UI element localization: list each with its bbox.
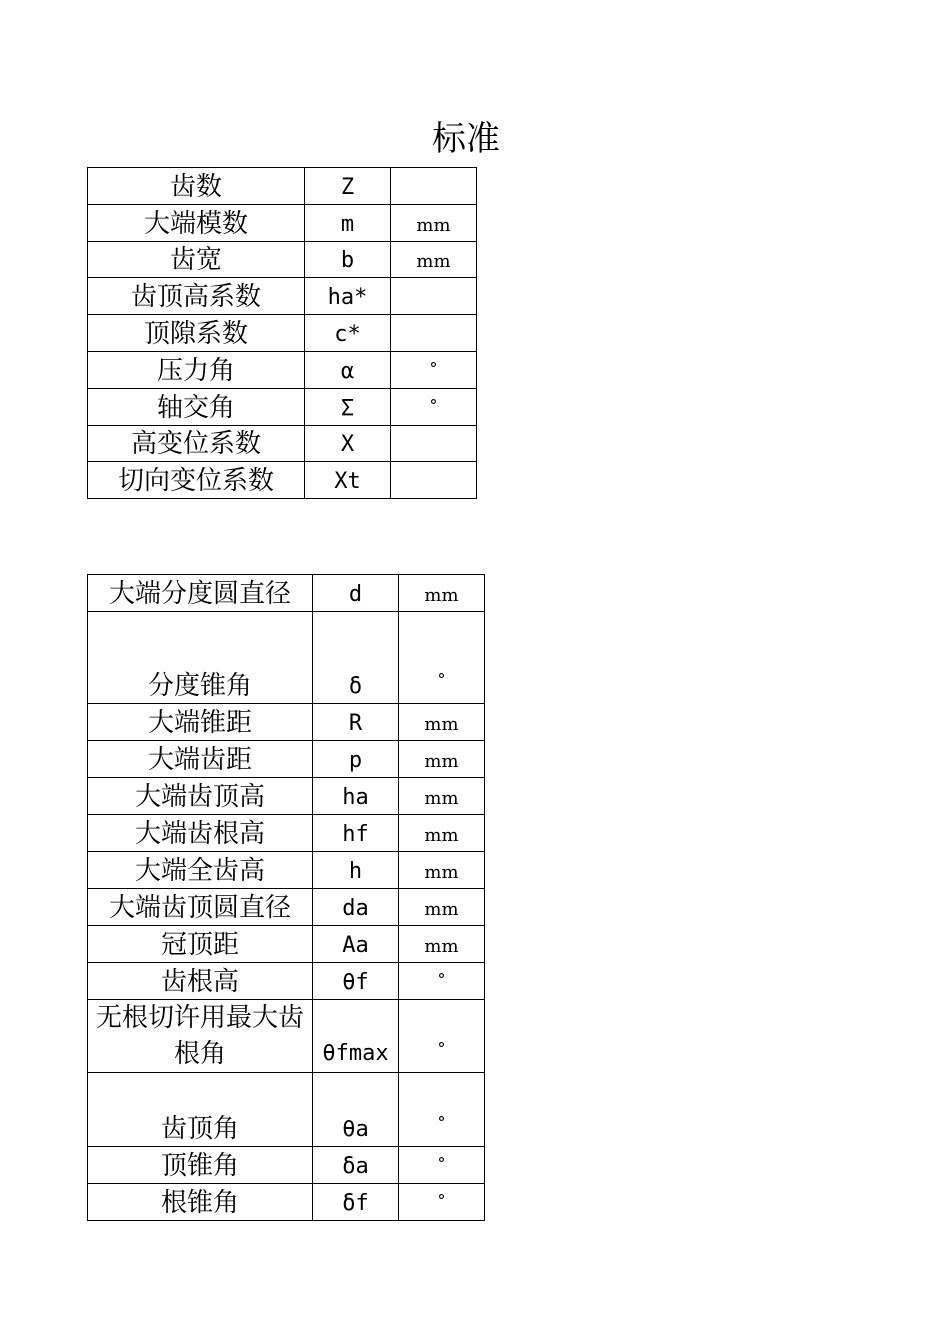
table-row [88,852,485,889]
param-name: 顶锥角 [88,1147,313,1184]
param-name: 大端模数 [88,204,305,241]
param-name: 大端分度圆直径 [88,575,313,612]
table-row [88,1147,485,1184]
param-unit: mm [399,575,485,612]
calculated-parameters-table [87,574,485,1221]
param-unit: ° [399,612,485,704]
param-symbol: δf [313,1184,399,1221]
table-row [88,889,485,926]
param-symbol: p [313,741,399,778]
param-name: 压力角 [88,351,305,388]
param-name: 冠顶距 [88,926,313,963]
param-name: 齿数 [88,168,305,205]
param-symbol: δ [313,612,399,704]
param-unit: ° [399,1073,485,1147]
param-symbol: ha [313,778,399,815]
table-row [88,778,485,815]
param-unit: mm [399,815,485,852]
param-symbol: Aa [313,926,399,963]
param-unit [391,278,477,315]
table-row [88,926,485,963]
param-unit: ° [399,963,485,1000]
param-symbol: c* [305,315,391,352]
param-name: 轴交角 [88,388,305,425]
param-name: 大端全齿高 [88,852,313,889]
param-symbol: θfmax [313,1000,399,1073]
param-symbol: Σ [305,388,391,425]
param-unit: mm [399,852,485,889]
param-symbol: α [305,351,391,388]
table-row [88,1184,485,1221]
param-name: 顶隙系数 [88,315,305,352]
sheet-title [420,112,500,166]
table-row [88,241,477,278]
table-row [88,204,477,241]
param-unit: mm [399,926,485,963]
param-unit: ° [399,1147,485,1184]
param-unit [391,168,477,205]
table-row [88,815,485,852]
param-symbol: δa [313,1147,399,1184]
param-symbol: m [305,204,391,241]
table-row [88,1000,485,1073]
table-row [88,278,477,315]
table-row [88,963,485,1000]
param-symbol: R [313,704,399,741]
param-unit: mm [399,778,485,815]
param-symbol: da [313,889,399,926]
table-row [88,425,477,462]
table-row [88,168,477,205]
param-name: 无根切许用最大齿根角 [88,1000,313,1073]
param-unit [391,425,477,462]
param-symbol: θf [313,963,399,1000]
param-symbol: Z [305,168,391,205]
param-name: 大端齿距 [88,741,313,778]
param-unit: ° [391,351,477,388]
table-row [88,315,477,352]
param-unit: ° [399,1000,485,1073]
param-name: 大端齿顶高 [88,778,313,815]
param-name: 高变位系数 [88,425,305,462]
param-unit: mm [391,204,477,241]
param-symbol: hf [313,815,399,852]
input-parameters-table [87,167,477,499]
sheet-title-text: 标准 [432,119,500,159]
table-row [88,351,477,388]
param-symbol: d [313,575,399,612]
table-row [88,575,485,612]
table-row [88,462,477,499]
param-name: 大端齿顶圆直径 [88,889,313,926]
param-unit: mm [399,889,485,926]
param-unit: mm [391,241,477,278]
param-name: 齿顶高系数 [88,278,305,315]
param-symbol: h [313,852,399,889]
param-name: 大端齿根高 [88,815,313,852]
param-name: 切向变位系数 [88,462,305,499]
param-unit: ° [399,1184,485,1221]
param-unit [391,462,477,499]
param-symbol: θa [313,1073,399,1147]
param-symbol: ha* [305,278,391,315]
param-name: 分度锥角 [88,612,313,704]
param-symbol: X [305,425,391,462]
param-name: 齿宽 [88,241,305,278]
param-symbol: Xt [305,462,391,499]
param-unit: mm [399,704,485,741]
param-symbol: b [305,241,391,278]
param-name: 齿根高 [88,963,313,1000]
table-row [88,741,485,778]
param-name: 齿顶角 [88,1073,313,1147]
param-unit [391,315,477,352]
param-unit: ° [391,388,477,425]
param-unit: mm [399,741,485,778]
table-row [88,612,485,704]
table-row [88,704,485,741]
param-name: 根锥角 [88,1184,313,1221]
table-row [88,388,477,425]
table-row [88,1073,485,1147]
param-name: 大端锥距 [88,704,313,741]
